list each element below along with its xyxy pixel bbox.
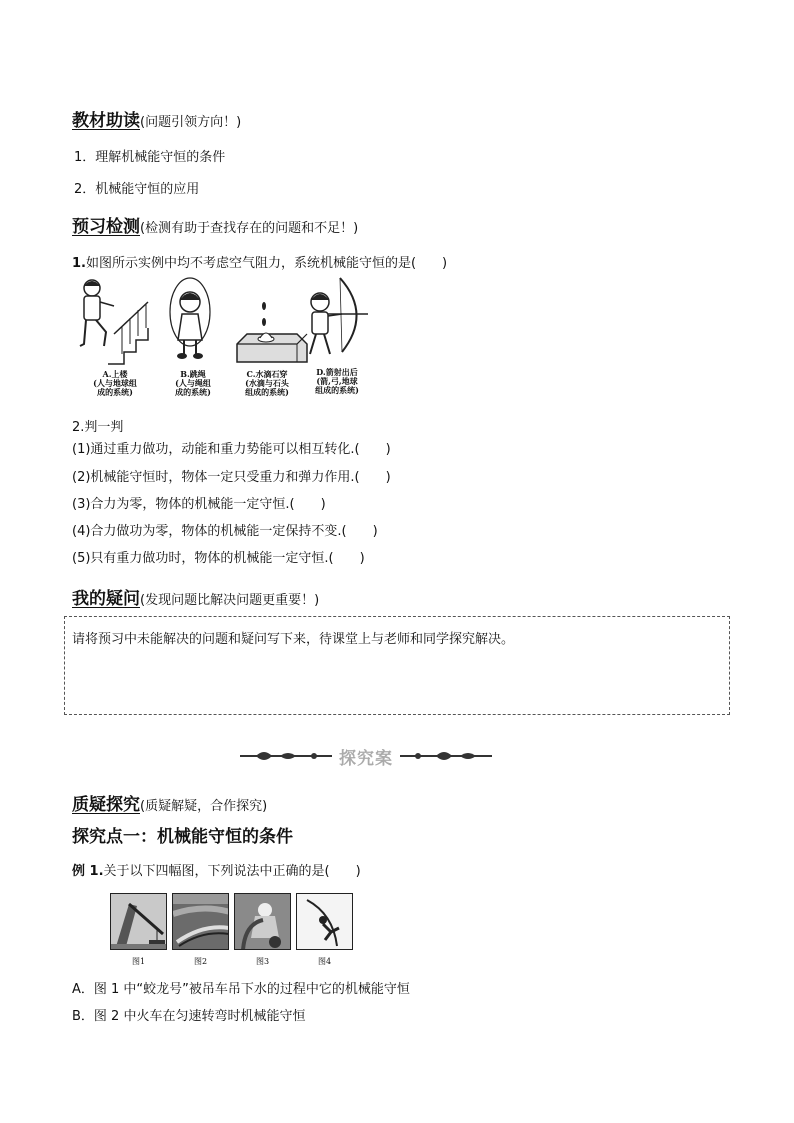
q1-caption-d: D.箭射出后 (箭,弓,地球 组成的系统) [315, 367, 359, 395]
q1-illustrations [72, 274, 372, 370]
preview-q1 [72, 252, 447, 271]
explore-note: (质疑解疑，合作探究) [140, 799, 268, 814]
banner-title: 探究案 [339, 749, 393, 769]
explore-heading [72, 790, 267, 815]
doubt-note: (发现问题比解决问题更重要！) [140, 593, 320, 608]
guide-title: 教材助读 [72, 111, 140, 131]
crane-photo-icon [111, 894, 167, 950]
water-drop-stone-illustration [237, 302, 307, 362]
q1-caption-b: B.跳绳 (人与绳组 成的系统) [175, 369, 211, 397]
doubt-title: 我的疑问 [72, 589, 140, 609]
doubt-box-prompt: 请将预习中未能解决的问题和疑问写下来，待课堂上与老师和同学探究解决。 [72, 632, 515, 647]
example-figure-2 [172, 893, 229, 950]
q2-title: 2.判一判 [72, 420, 124, 435]
train-photo-icon [173, 894, 229, 950]
doubt-box[interactable] [64, 616, 730, 715]
guide-item-2: 2．机械能守恒的应用 [74, 182, 200, 197]
q2-item-2: (2)机械能守恒时，物体一定只受重力和弹力作用.( ) [72, 470, 391, 485]
q1-caption-c: C.水滴石穿 (水滴与石头 组成的系统) [245, 369, 289, 397]
explore-title: 质疑探究 [72, 795, 140, 815]
archer-boy-illustration [310, 278, 368, 354]
doubt-heading [72, 584, 319, 609]
example-figure-4 [296, 893, 353, 950]
fig-caption-3: 图3 [255, 957, 270, 966]
q1-text: 如图所示实例中均不考虑空气阻力，系统机械能守恒的是( ) [85, 256, 448, 271]
fig-caption-2: 图2 [193, 957, 208, 966]
q2-item-1: (1)通过重力做功，动能和重力势能可以相互转化.( ) [72, 442, 391, 457]
example-1-text: 关于以下四幅图，下列说法中正确的是( ) [103, 864, 361, 879]
guide-note: (问题引领方向！) [140, 115, 242, 130]
guide-heading [72, 106, 241, 131]
q2-item-3: (3)合力为零，物体的机械能一定守恒.( ) [72, 497, 326, 512]
example-figure-1 [110, 893, 167, 950]
example-1-label: 例 1. [72, 864, 104, 879]
fig-caption-4: 图4 [317, 957, 332, 966]
guide-item-1: 1．理解机械能守恒的条件 [74, 150, 226, 165]
explore-point-title: 探究点一：机械能守恒的条件 [72, 827, 293, 847]
pole-vault-photo-icon [297, 894, 353, 950]
jump-rope-girl-illustration [170, 278, 210, 359]
example-1 [72, 860, 361, 879]
q2-item-5: (5)只有重力做功时，物体的机械能一定守恒.( ) [72, 551, 365, 566]
q1-label: 1. [72, 256, 86, 271]
example-option-a: A．图 1 中“蛟龙号”被吊车吊下水的过程中它的机械能守恒 [72, 982, 410, 997]
motorcycle-photo-icon [235, 894, 291, 950]
preview-note: (检测有助于查找存在的问题和不足！) [140, 221, 359, 236]
preview-title: 预习检测 [72, 217, 140, 237]
q2-item-4: (4)合力做功为零，物体的机械能一定保持不变.( ) [72, 524, 378, 539]
preview-heading [72, 212, 358, 237]
q1-caption-a: A.上楼 (人与地球组 成的系统) [93, 369, 137, 397]
stairs-climber-illustration [80, 280, 148, 364]
example-option-b: B．图 2 中火车在匀速转弯时机械能守恒 [72, 1009, 306, 1024]
fig-caption-1: 图1 [131, 957, 146, 966]
example-figure-3 [234, 893, 291, 950]
